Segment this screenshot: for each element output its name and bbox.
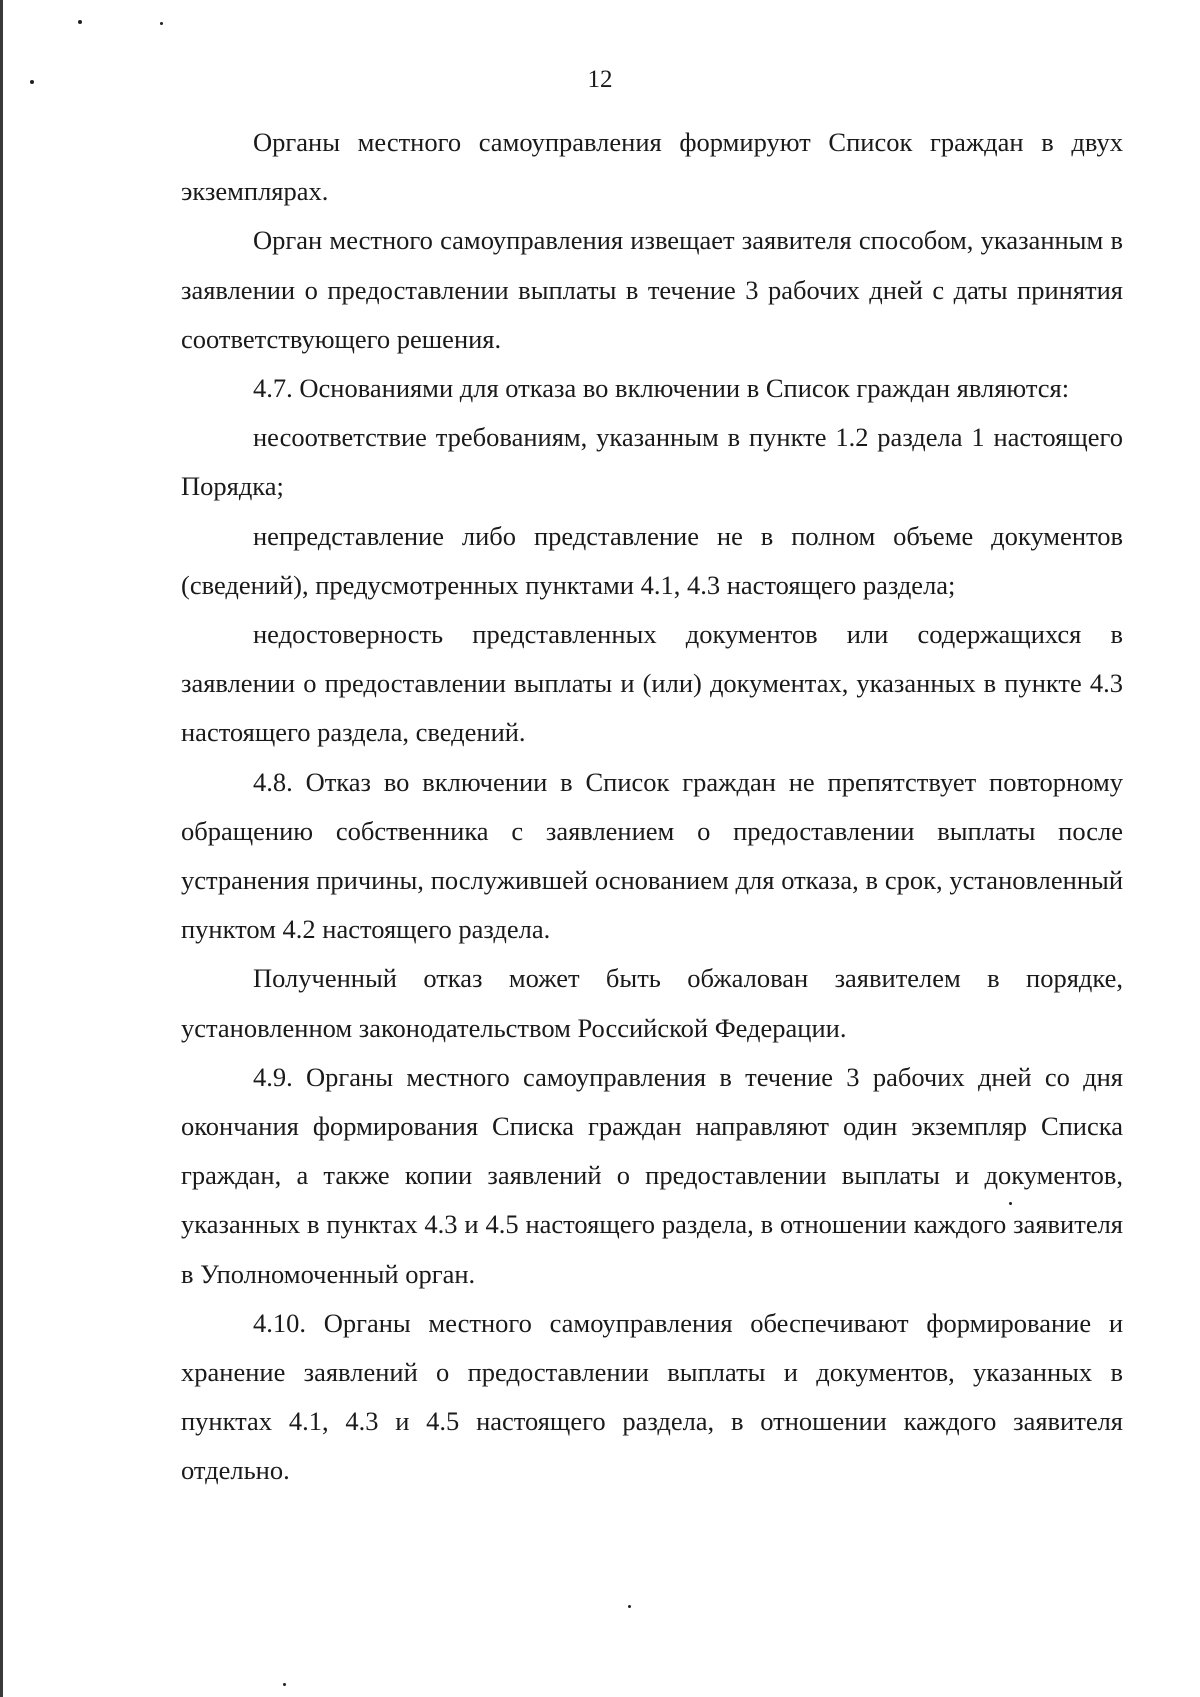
scan-left-edge — [0, 0, 3, 1697]
paragraph-ground-missing-documents: непредставление либо представление не в полном объеме документов (сведений), предусмотренных пунктами 4.1, 4.3 настоящего раздела; — [181, 520, 1123, 600]
scan-speck — [78, 20, 82, 24]
scan-speck — [283, 1683, 286, 1686]
document-body — [181, 118, 1123, 1496]
scan-speck — [628, 1605, 631, 1608]
paragraph-ground-nonconformity: несоответствие требованиям, указанным в пункте 1.2 раздела 1 настоящего Порядка; — [181, 422, 1123, 502]
paragraph-ground-false-information: недостоверность представленных документов или содержащихся в заявлении о предоставлении выплаты и (или) документах, указанных в пункте 4.3 настоящего раздела, сведений. — [181, 619, 1123, 748]
paragraph-4-8-reapplication: 4.8. Отказ во включении в Список граждан не препятствует повторному обращению собственника с заявлением о предоставлении выплаты после устранения причины, послужившей основанием для отказа, в срок, установленный пунктом 4.2 настоящего раздела. — [181, 766, 1123, 945]
paragraph-4-7-refusal-grounds: 4.7. Основаниями для отказа во включении в Список граждан являются: — [253, 373, 1070, 404]
scan-speck — [160, 22, 163, 25]
paragraph-lists-in-two-copies: Органы местного самоуправления формируют Список граждан в двух экземплярах. — [181, 127, 1123, 207]
paragraph-appeal: Полученный отказ может быть обжалован заявителем в порядке, установленном законодательством Российской Федерации. — [181, 963, 1123, 1043]
paragraph-4-10-storage: 4.10. Органы местного самоуправления обеспечивают формирование и хранение заявлений о предоставлении выплаты и документов, указанных в пунктах 4.1, 4.3 и 4.5 настоящего раздела, в отношении каждого заявителя отдельно. — [181, 1307, 1123, 1486]
paragraph-4-9-submission: 4.9. Органы местного самоуправления в течение 3 рабочих дней со дня окончания формирования Списка граждан направляют один экземпляр Списка граждан, а также копии заявлений о предоставлении выплаты и документов, указанных в пунктах 4.3 и 4.5 настоящего раздела, в отношении каждого заявителя в Уполномоченный орган. — [181, 1061, 1123, 1289]
page-number: 12 — [587, 66, 613, 93]
paragraph-applicant-notification: Орган местного самоуправления извещает заявителя способом, указанным в заявлении о предоставлении выплаты в течение 3 рабочих дней с даты принятия соответствующего решения. — [181, 225, 1123, 354]
